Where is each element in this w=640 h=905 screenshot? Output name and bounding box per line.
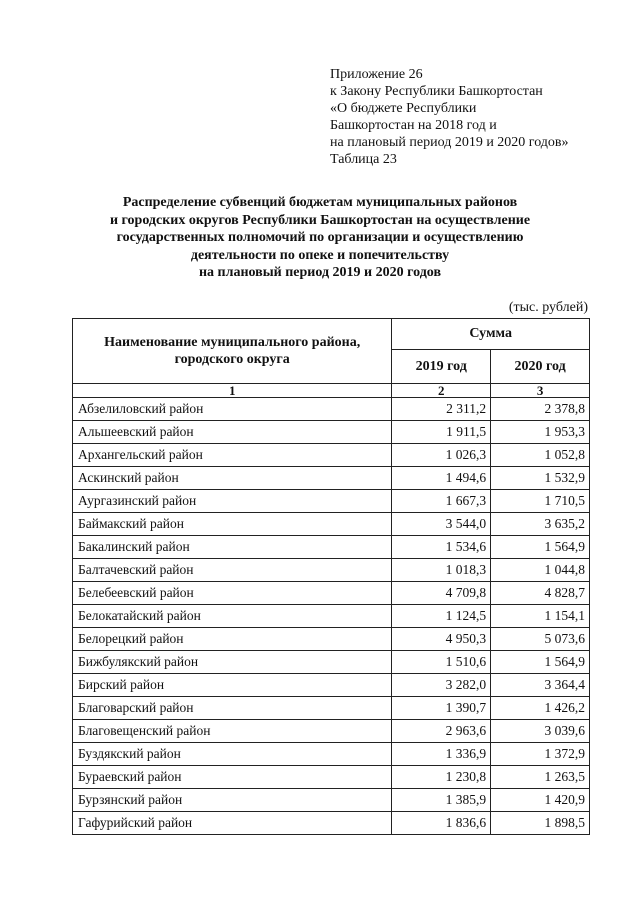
annex-line: Приложение 26 bbox=[330, 67, 423, 82]
table-row bbox=[73, 720, 590, 743]
amount-2019: 3 544,0 bbox=[392, 513, 491, 536]
amount-2019: 1 836,6 bbox=[392, 812, 491, 835]
district-name: Балтачевский район bbox=[73, 559, 392, 582]
district-name: Благовещенский район bbox=[73, 720, 392, 743]
amount-2020: 3 635,2 bbox=[491, 513, 590, 536]
amount-2020: 1 898,5 bbox=[491, 812, 590, 835]
district-name: Бурзянский район bbox=[73, 789, 392, 812]
title-line: и городских округов Республики Башкортостан на осуществление bbox=[109, 212, 531, 228]
district-name: Белебеевский район bbox=[73, 582, 392, 605]
amount-2019: 1 026,3 bbox=[392, 444, 491, 467]
amount-2020: 1 710,5 bbox=[491, 490, 590, 513]
amount-2020: 1 564,9 bbox=[491, 536, 590, 559]
district-name: Благоварский район bbox=[73, 697, 392, 720]
annex-line: к Закону Республики Башкортостан bbox=[330, 84, 543, 99]
amount-2019: 1 018,3 bbox=[392, 559, 491, 582]
annex-line: на плановый период 2019 и 2020 годов» bbox=[330, 135, 569, 150]
title-line: деятельности по опеке и попечительству bbox=[190, 247, 450, 263]
amount-2020: 1 953,3 bbox=[491, 421, 590, 444]
table-row bbox=[73, 766, 590, 789]
amount-2020: 3 039,6 bbox=[491, 720, 590, 743]
amount-2020: 1 426,2 bbox=[491, 697, 590, 720]
amount-2019: 1 911,5 bbox=[392, 421, 491, 444]
amount-2020: 1 052,8 bbox=[491, 444, 590, 467]
header-year-2019: 2019 год bbox=[392, 350, 491, 384]
title-line: на плановый период 2019 и 2020 годов bbox=[198, 265, 442, 280]
annex-line: «О бюджете Республики bbox=[330, 101, 477, 116]
table-row bbox=[73, 444, 590, 467]
district-name: Абзелиловский район bbox=[73, 398, 392, 421]
amount-2019: 4 709,8 bbox=[392, 582, 491, 605]
subsidy-table bbox=[72, 318, 590, 835]
amount-2019: 1 385,9 bbox=[392, 789, 491, 812]
table-row bbox=[73, 421, 590, 444]
amount-2019: 1 510,6 bbox=[392, 651, 491, 674]
header-year-2020: 2020 год bbox=[491, 350, 590, 384]
annex-line: Таблица 23 bbox=[330, 152, 397, 167]
amount-2019: 1 667,3 bbox=[392, 490, 491, 513]
title-line: государственных полномочий по организации и осуществлению bbox=[116, 230, 524, 245]
amount-2020: 1 372,9 bbox=[491, 743, 590, 766]
amount-2019: 2 963,6 bbox=[392, 720, 491, 743]
amount-2020: 5 073,6 bbox=[491, 628, 590, 651]
table-row bbox=[73, 651, 590, 674]
amount-2020: 2 378,8 bbox=[491, 398, 590, 421]
district-name: Аскинский район bbox=[73, 467, 392, 490]
amount-2020: 3 364,4 bbox=[491, 674, 590, 697]
district-name: Аургазинский район bbox=[73, 490, 392, 513]
district-name: Альшеевский район bbox=[73, 421, 392, 444]
amount-2020: 4 828,7 bbox=[491, 582, 590, 605]
amount-2020: 1 532,9 bbox=[491, 467, 590, 490]
district-name: Буздякский район bbox=[73, 743, 392, 766]
district-name: Бижбулякский район bbox=[73, 651, 392, 674]
column-number: 1 bbox=[73, 384, 392, 398]
table-row bbox=[73, 467, 590, 490]
amount-2019: 3 282,0 bbox=[392, 674, 491, 697]
table-row bbox=[73, 674, 590, 697]
amount-2020: 1 564,9 bbox=[491, 651, 590, 674]
title-line: Распределение субвенций бюджетам муниципальных районов bbox=[122, 195, 518, 210]
table-row bbox=[73, 605, 590, 628]
table-row bbox=[73, 398, 590, 421]
district-name: Белокатайский район bbox=[73, 605, 392, 628]
table-row bbox=[73, 490, 590, 513]
table-row bbox=[73, 582, 590, 605]
table-row bbox=[73, 513, 590, 536]
amount-2019: 4 950,3 bbox=[392, 628, 491, 651]
district-name: Баймакский район bbox=[73, 513, 392, 536]
table-body bbox=[73, 398, 590, 835]
table-row bbox=[73, 743, 590, 766]
district-name: Белорецкий район bbox=[73, 628, 392, 651]
amount-2019: 1 534,6 bbox=[392, 536, 491, 559]
amount-2020: 1 044,8 bbox=[491, 559, 590, 582]
amount-2019: 1 230,8 bbox=[392, 766, 491, 789]
header-sum: Сумма bbox=[392, 319, 590, 350]
amount-2019: 1 494,6 bbox=[392, 467, 491, 490]
table-row bbox=[73, 789, 590, 812]
header-name: Наименование муниципального района, городского округа bbox=[73, 319, 392, 384]
table-row bbox=[73, 536, 590, 559]
document-title bbox=[60, 194, 580, 282]
amount-2020: 1 263,5 bbox=[491, 766, 590, 789]
amount-2019: 1 336,9 bbox=[392, 743, 491, 766]
table-row bbox=[73, 628, 590, 651]
amount-2020: 1 420,9 bbox=[491, 789, 590, 812]
amount-2019: 1 390,7 bbox=[392, 697, 491, 720]
amount-2019: 2 311,2 bbox=[392, 398, 491, 421]
units-note: (тыс. рублей) bbox=[508, 300, 588, 315]
column-number: 3 bbox=[491, 384, 590, 398]
district-name: Бирский район bbox=[73, 674, 392, 697]
district-name: Гафурийский район bbox=[73, 812, 392, 835]
district-name: Архангельский район bbox=[73, 444, 392, 467]
table-row bbox=[73, 812, 590, 835]
annex-line: Башкортостан на 2018 год и bbox=[330, 118, 497, 133]
table-row bbox=[73, 559, 590, 582]
district-name: Бакалинский район bbox=[73, 536, 392, 559]
amount-2020: 1 154,1 bbox=[491, 605, 590, 628]
column-number: 2 bbox=[392, 384, 491, 398]
table-row bbox=[73, 697, 590, 720]
amount-2019: 1 124,5 bbox=[392, 605, 491, 628]
district-name: Бураевский район bbox=[73, 766, 392, 789]
annex-header bbox=[330, 66, 569, 168]
